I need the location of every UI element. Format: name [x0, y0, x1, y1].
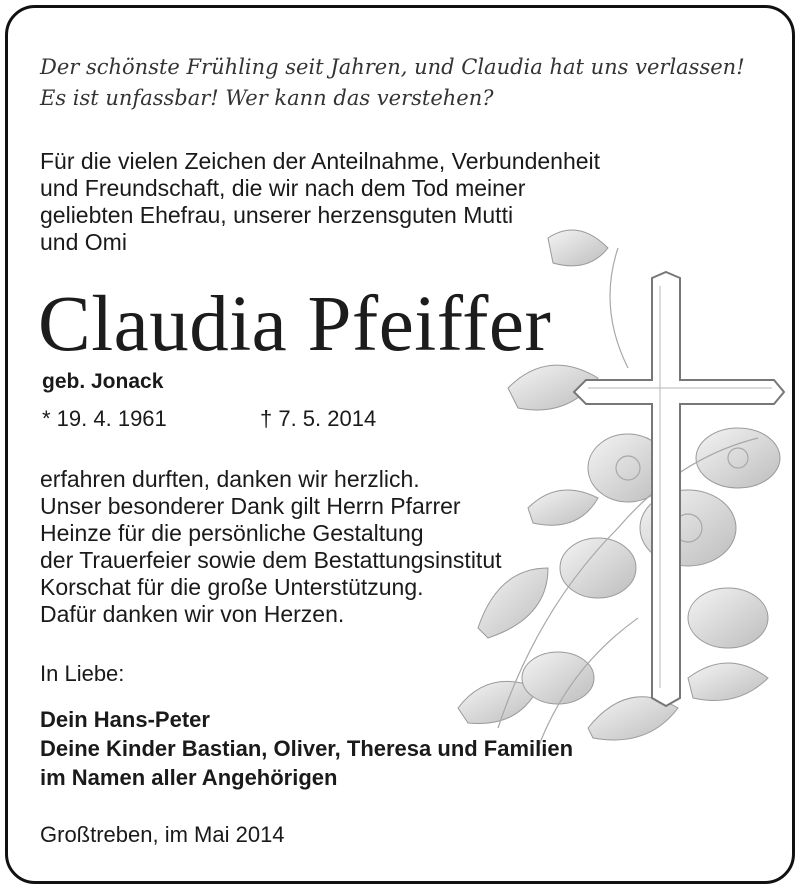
text-line: Unser besonderer Dank gilt Herrn Pfarrer — [40, 493, 461, 519]
birth-date: * 19. 4. 1961 — [42, 406, 167, 431]
death-date: † 7. 5. 2014 — [260, 406, 377, 431]
text-line: und Omi — [40, 229, 127, 255]
text-line: der Trauerfeier sowie dem Bestattungsinstitut — [40, 547, 502, 573]
deceased-name: Claudia Pfeiffer — [38, 281, 552, 368]
obituary-card — [5, 5, 795, 884]
opening-verse — [40, 52, 745, 114]
life-dates — [42, 406, 377, 432]
text-line: und Freundschaft, die wir nach dem Tod meiner — [40, 175, 526, 201]
place-and-date: Großtreben, im Mai 2014 — [40, 822, 285, 847]
text-line: Dafür danken wir von Herzen. — [40, 601, 345, 627]
text-line: Korschat für die große Unterstützung. — [40, 574, 424, 600]
maiden-name: geb. Jonack — [42, 370, 164, 393]
signer-line: Dein Hans-Peter — [40, 707, 210, 732]
in-love-label: In Liebe: — [40, 661, 125, 686]
thanks-paragraph — [40, 466, 502, 628]
verse-line: Der schönste Frühling seit Jahren, und Claudia hat uns verlassen! — [40, 55, 745, 79]
signer-line: im Namen aller Angehörigen — [40, 765, 338, 790]
text-line: Heinze für die persönliche Gestaltung — [40, 520, 424, 546]
text-line: erfahren durften, danken wir herzlich. — [40, 466, 420, 492]
verse-line: Es ist unfassbar! Wer kann das verstehen? — [40, 86, 494, 110]
text-line: Für die vielen Zeichen der Anteilnahme, Verbundenheit — [40, 148, 601, 174]
text-line: geliebten Ehefrau, unserer herzensguten Mutti — [40, 202, 514, 228]
signers-block — [40, 705, 573, 792]
signer-line: Deine Kinder Bastian, Oliver, Theresa und Familien — [40, 736, 574, 761]
intro-paragraph — [40, 148, 600, 256]
